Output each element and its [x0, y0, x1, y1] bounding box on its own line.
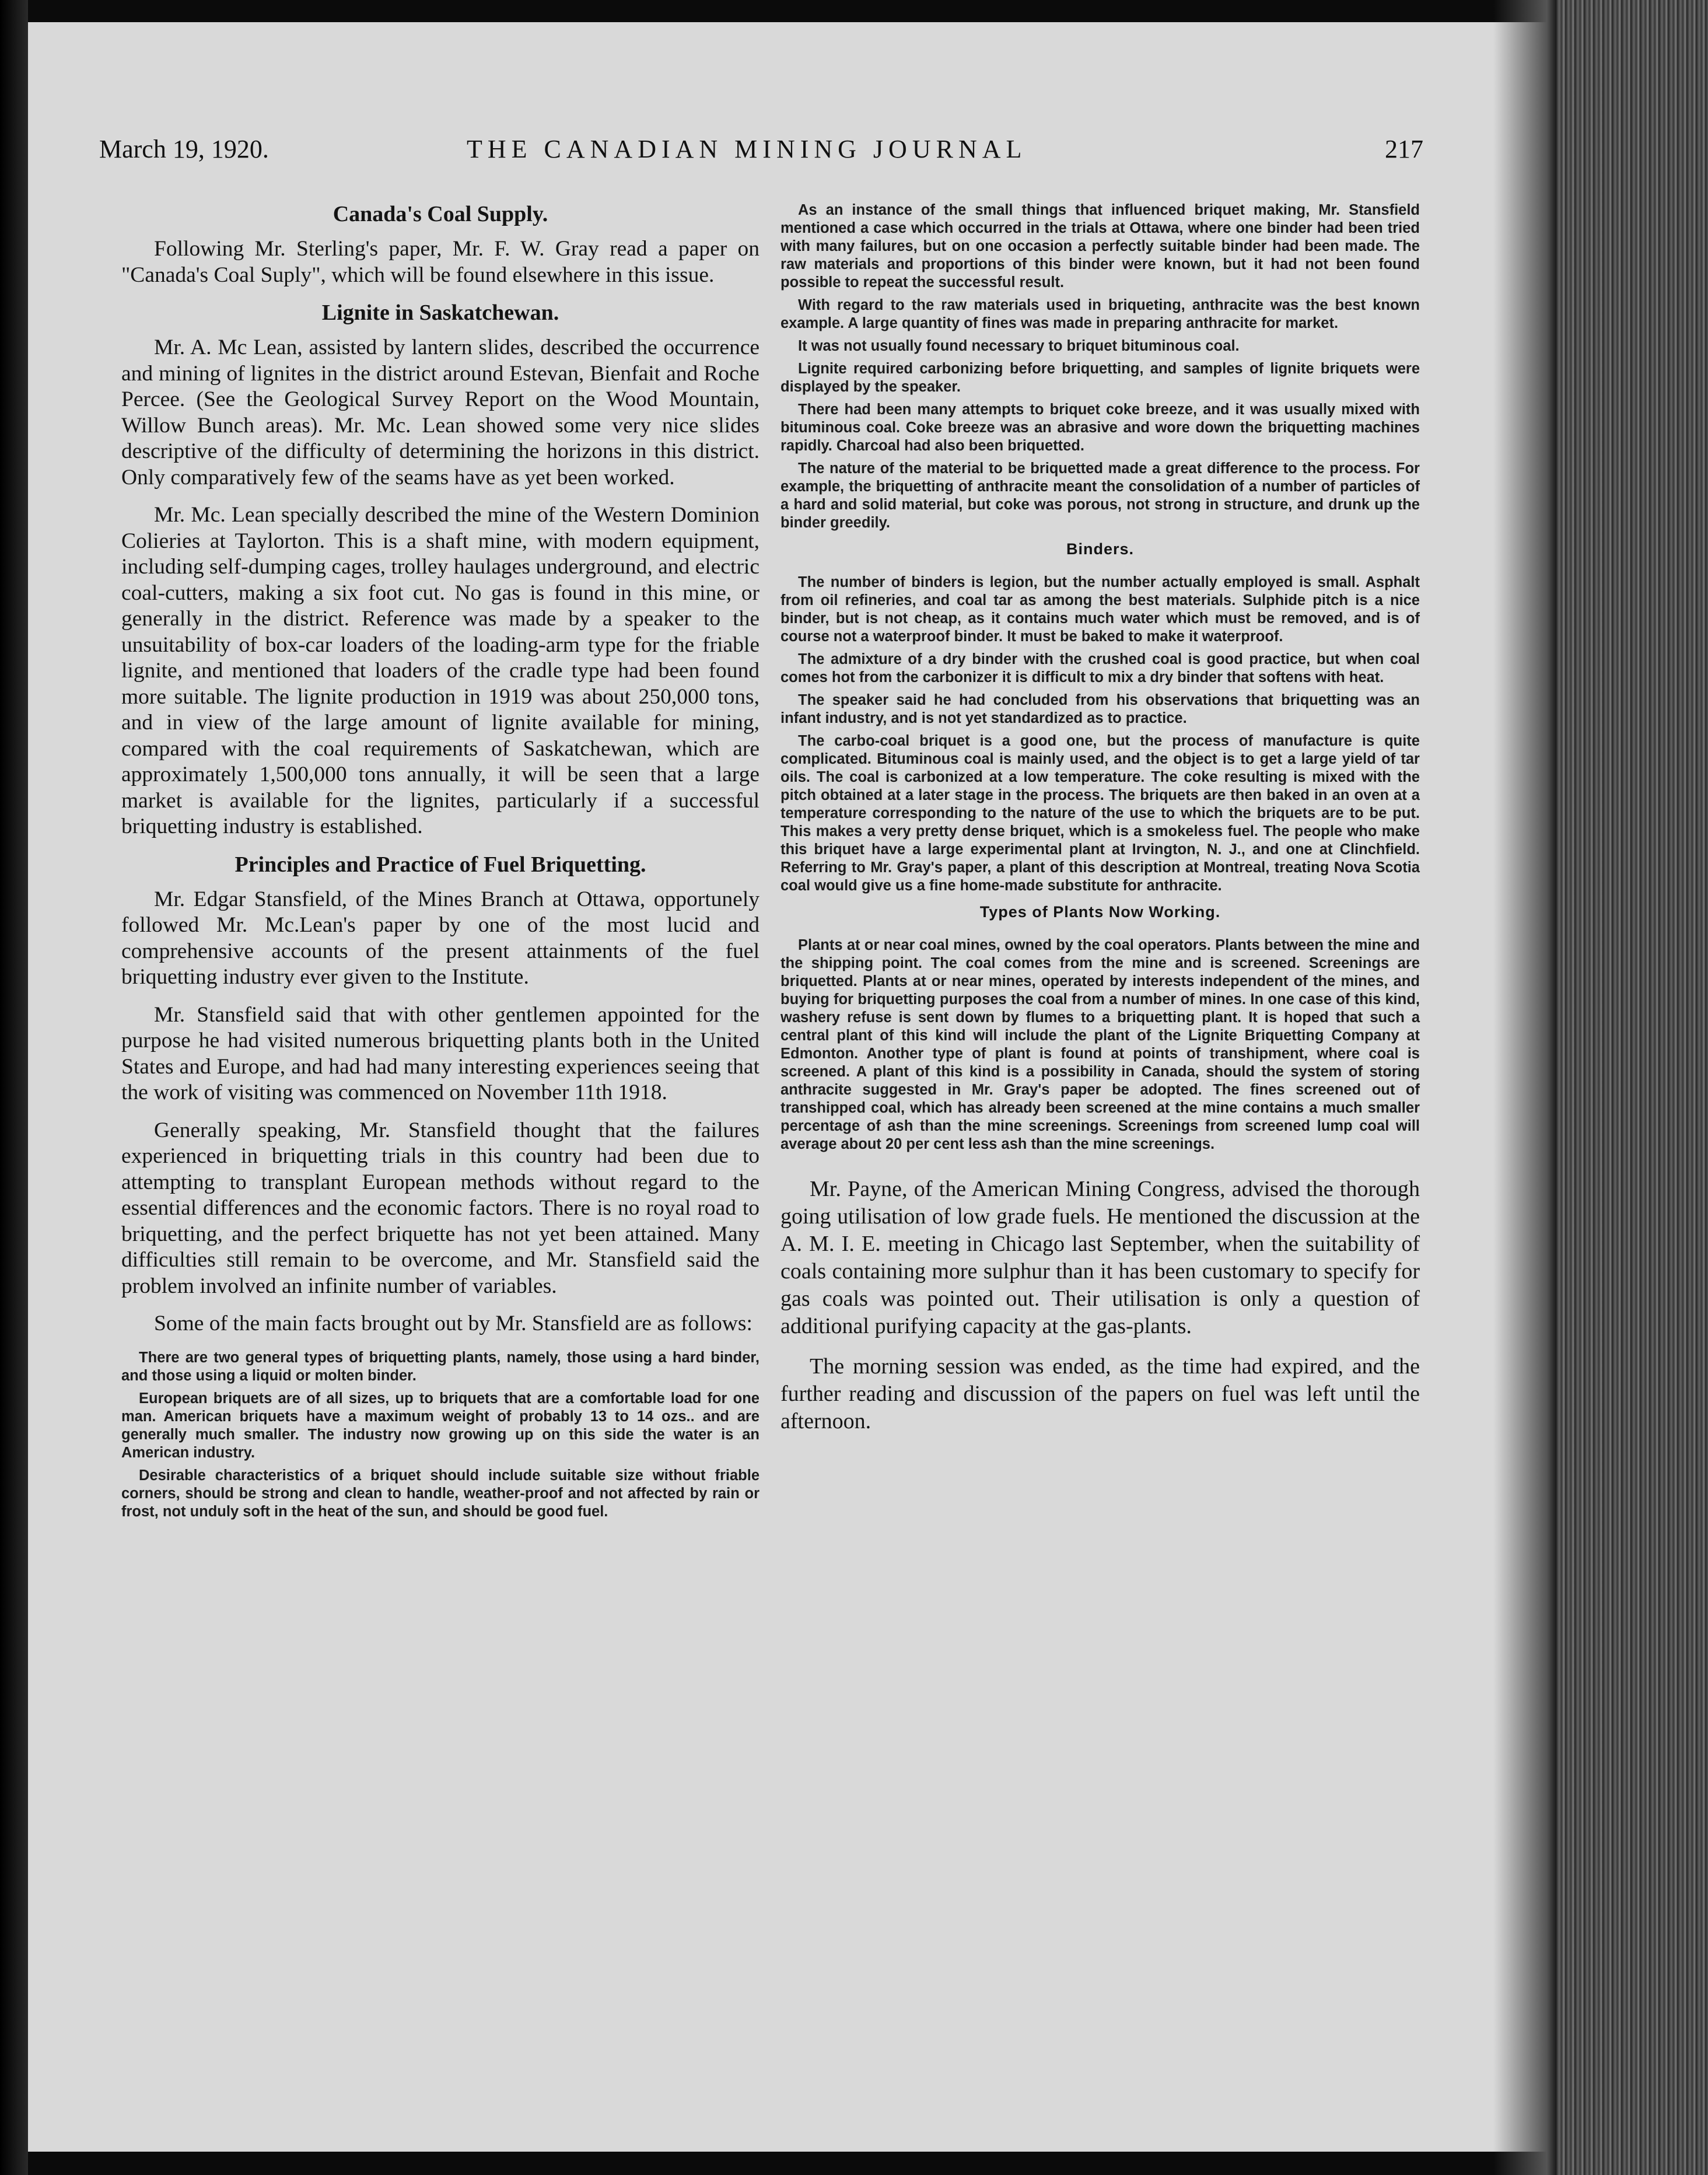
heading-lignite-saskatchewan: Lignite in Saskatchewan.	[321, 300, 559, 325]
running-header	[99, 134, 1423, 181]
paragraph: The morning session was ended, as the time had expired, and the further reading and discussion of the papers on fuel was left until the afternoon.	[780, 1354, 1420, 1433]
paragraph: Generally speaking, Mr. Stansfield thought that the failures experienced in briquetting trials in this country had been due to attempting to transplant European methods without regard to the essential differences and the economic factors. There is no royal road to briquetting, and the perfect briquette has not yet been attained. Many difficulties still remain to be overcome, and Mr. Stansfield said the problem involved an infinite number of variables.	[121, 1118, 760, 1298]
heading-binders: Binders.	[1066, 540, 1135, 558]
paragraph: Mr. Mc. Lean specially described the mine of the Western Dominion Colieries at Taylorton. This is a shaft mine, with modern equipment, including self-dumping cages, trolley haulages underground, and electric coal-cutters, making a six foot cut. No gas is found in this mine, or generally in the district. Reference was made by a speaker to the unsuitability of box-car loaders of the loading-arm type for the friable lignite, and mentioned that loaders of the cradle type had been found more suitable. The lignite production in 1919 was about 250,000 tons, and in view of the large amount of lignite available for mining, compared with the coal requirements of Saskatchewan, which are approximately 1,500,000 tons annually, it will be seen that a large market is available for the lignites, particularly if a successful briquetting industry is established.	[121, 503, 760, 838]
heading-fuel-briquetting: Principles and Practice of Fuel Briquetting.	[235, 852, 646, 877]
heading-canadas-coal-supply: Canada's Coal Supply.	[332, 202, 548, 226]
right-column	[780, 201, 1420, 1448]
fact-paragraph: There are two general types of briquetting plants, namely, those using a hard binder, and those using a liquid or molten binder.	[121, 1349, 760, 1384]
paragraph: Plants at or near coal mines, owned by the coal operators. Plants between the mine and the shipping point. The coal comes from the mine and is screened. Screenings are briquetted. Plants at or near mines, operated by interests independent of the mines, and buying for briquetting purposes the coal from a number of mines. In one case of this kind, washery refuse is sent down by flumes to a briquetting plant. It is hoped that such a central plant of this kind will include the plant of the Lignite Briquetting Company at Edmonton. Another type of plant is found at points of transhipment, where coal is screened. A plant of this kind is a possibility in Canada, should the system of storing anthracite suggested in Mr. Gray's paper be adopted. The fines screened out of transhipped coal, which has already been screened at the mine contains a much smaller percentage of ash than the mine screenings. Screenings from screened lump coal will average about 20 per cent less ash than the mine screenings.	[780, 937, 1420, 1152]
paragraph: The number of binders is legion, but the number actually employed is small. Asphalt from oil refineries, and coal tar as among the best materials. Sulphide pitch is a nice binder, but is not cheap, as it contains much water which must be removed, and is of course not a waterproof binder. It must be baked to make it waterproof.	[780, 574, 1420, 645]
paragraph: As an instance of the small things that influenced briquet making, Mr. Stansfield mentioned a case which occurred in the trials at Ottawa, where one binder had been tried with many failures, but on one occasion a perfectly suitable binder had been made. The raw materials and proportions of this binder were known, but it had not been found possible to repeat the successful result.	[780, 202, 1420, 291]
issue-date: March 19, 1920.	[99, 135, 269, 163]
paragraph: With regard to the raw materials used in briqueting, anthracite was the best known example. A large quantity of fines was made in preparing anthracite for market.	[780, 297, 1420, 331]
left-column	[121, 201, 760, 1526]
heading-types-of-plants: Types of Plants Now Working.	[979, 903, 1221, 921]
paragraph: The admixture of a dry binder with the crushed coal is good practice, but when coal comes hot from the carbonizer it is difficult to mix a dry binder that softens with heat.	[780, 651, 1420, 686]
paragraph: Mr. Edgar Stansfield, of the Mines Branch at Ottawa, opportunely followed Mr. Mc.Lean's paper by one of the most lucid and comprehensive accounts of the present attainments of the fuel briquetting industry ever given to the Institute.	[121, 887, 760, 989]
paragraph: Mr. A. Mc Lean, assisted by lantern slides, described the occurrence and mining of lignites in the district around Estevan, Bienfait and Roche Percee. (See the Geological Survey Report on the Wood Mountain, Willow Bunch areas). Mr. Mc. Lean showed some very nice slides descriptive of the difficulty of determining the horizons in this district. Only comparatively few of the seams have as yet been worked.	[121, 335, 760, 489]
paragraph: It was not usually found necessary to briquet bituminous coal.	[798, 338, 1240, 354]
fact-paragraph: European briquets are of all sizes, up to briquets that are a comfortable load for one man. American briquets have a maximum weight of probably 13 to 14 ozs.. and are generally much smaller. The industry now growing up on this side the water is an American industry.	[121, 1390, 760, 1461]
paragraph: Mr. Stansfield said that with other gentlemen appointed for the purpose he had visited numerous briquetting plants both in the United States and Europe, and had had many interesting experiences seeing that the work of visiting was commenced on November 11th 1918.	[121, 1002, 760, 1104]
paragraph: The speaker said he had concluded from his observations that briquetting was an infant industry, and is not yet standardized as to practice.	[780, 692, 1420, 726]
scan-left-margin	[0, 0, 28, 2175]
paragraph: The nature of the material to be briquetted made a great difference to the process. For example, the briquetting of anthracite meant the consolidation of a number of particles of a hard and solid material, but coke was porous, not strong in structure, and drunk up the binder greedily.	[780, 460, 1420, 531]
fact-paragraph: Desirable characteristics of a briquet should include suitable size without friable corners, should be strong and clean to handle, weather-proof and not affected by rain or frost, not unduly soft in the heat of the sun, and should be good fuel.	[121, 1467, 760, 1520]
paragraph: There had been many attempts to briquet coke breeze, and it was usually mixed with bituminous coal. Coke breeze was an abrasive and wore down the briquetting machines rapidly. Charcoal had also been briquetted.	[780, 401, 1420, 454]
paragraph: Lignite required carbonizing before briquetting, and samples of lignite briquets were displayed by the speaker.	[780, 361, 1420, 395]
paragraph: Some of the main facts brought out by Mr. Stansfield are as follows:	[154, 1312, 752, 1335]
paragraph: Following Mr. Sterling's paper, Mr. F. W. Gray read a paper on "Canada's Coal Suply", which will be found elsewhere in this issue.	[121, 237, 760, 287]
paragraph: Mr. Payne, of the American Mining Congress, advised the thorough going utilisation of low grade fuels. He mentioned the discussion at the A. M. I. E. meeting in Chicago last September, when the suitability of coals containing more sulphur than it has been customary to specify for gas coals was pointed out. Their utilisation is only a question of additional purifying capacity at the gas-plants.	[780, 1177, 1420, 1338]
journal-title: THE CANADIAN MINING JOURNAL	[467, 135, 1027, 163]
paragraph: The carbo-coal briquet is a good one, but the process of manufacture is quite complicated. Bituminous coal is mainly used, and the object is to get a large yield of tar oils. The coal is carbonized at a low temperature. The coke resulting is mixed with the pitch obtained at a later stage in the process. The briquets are then baked in an oven at a temperature corresponding to the nature of the use to which the briquets are to be put. This makes a very pretty dense briquet, which is a smokeless fuel. The people who make this briquet have a large experimental plant at Irvington, N. J., and one at Clinchfield. Referring to Mr. Gray's paper, a plant of this description at Montreal, treating Nova Scotia coal would give us a fine home-made substitute for anthracite.	[780, 733, 1420, 894]
book-edge	[1556, 0, 1708, 2175]
page-fold-shadow	[1493, 0, 1556, 2175]
page-number: 217	[1385, 135, 1423, 163]
